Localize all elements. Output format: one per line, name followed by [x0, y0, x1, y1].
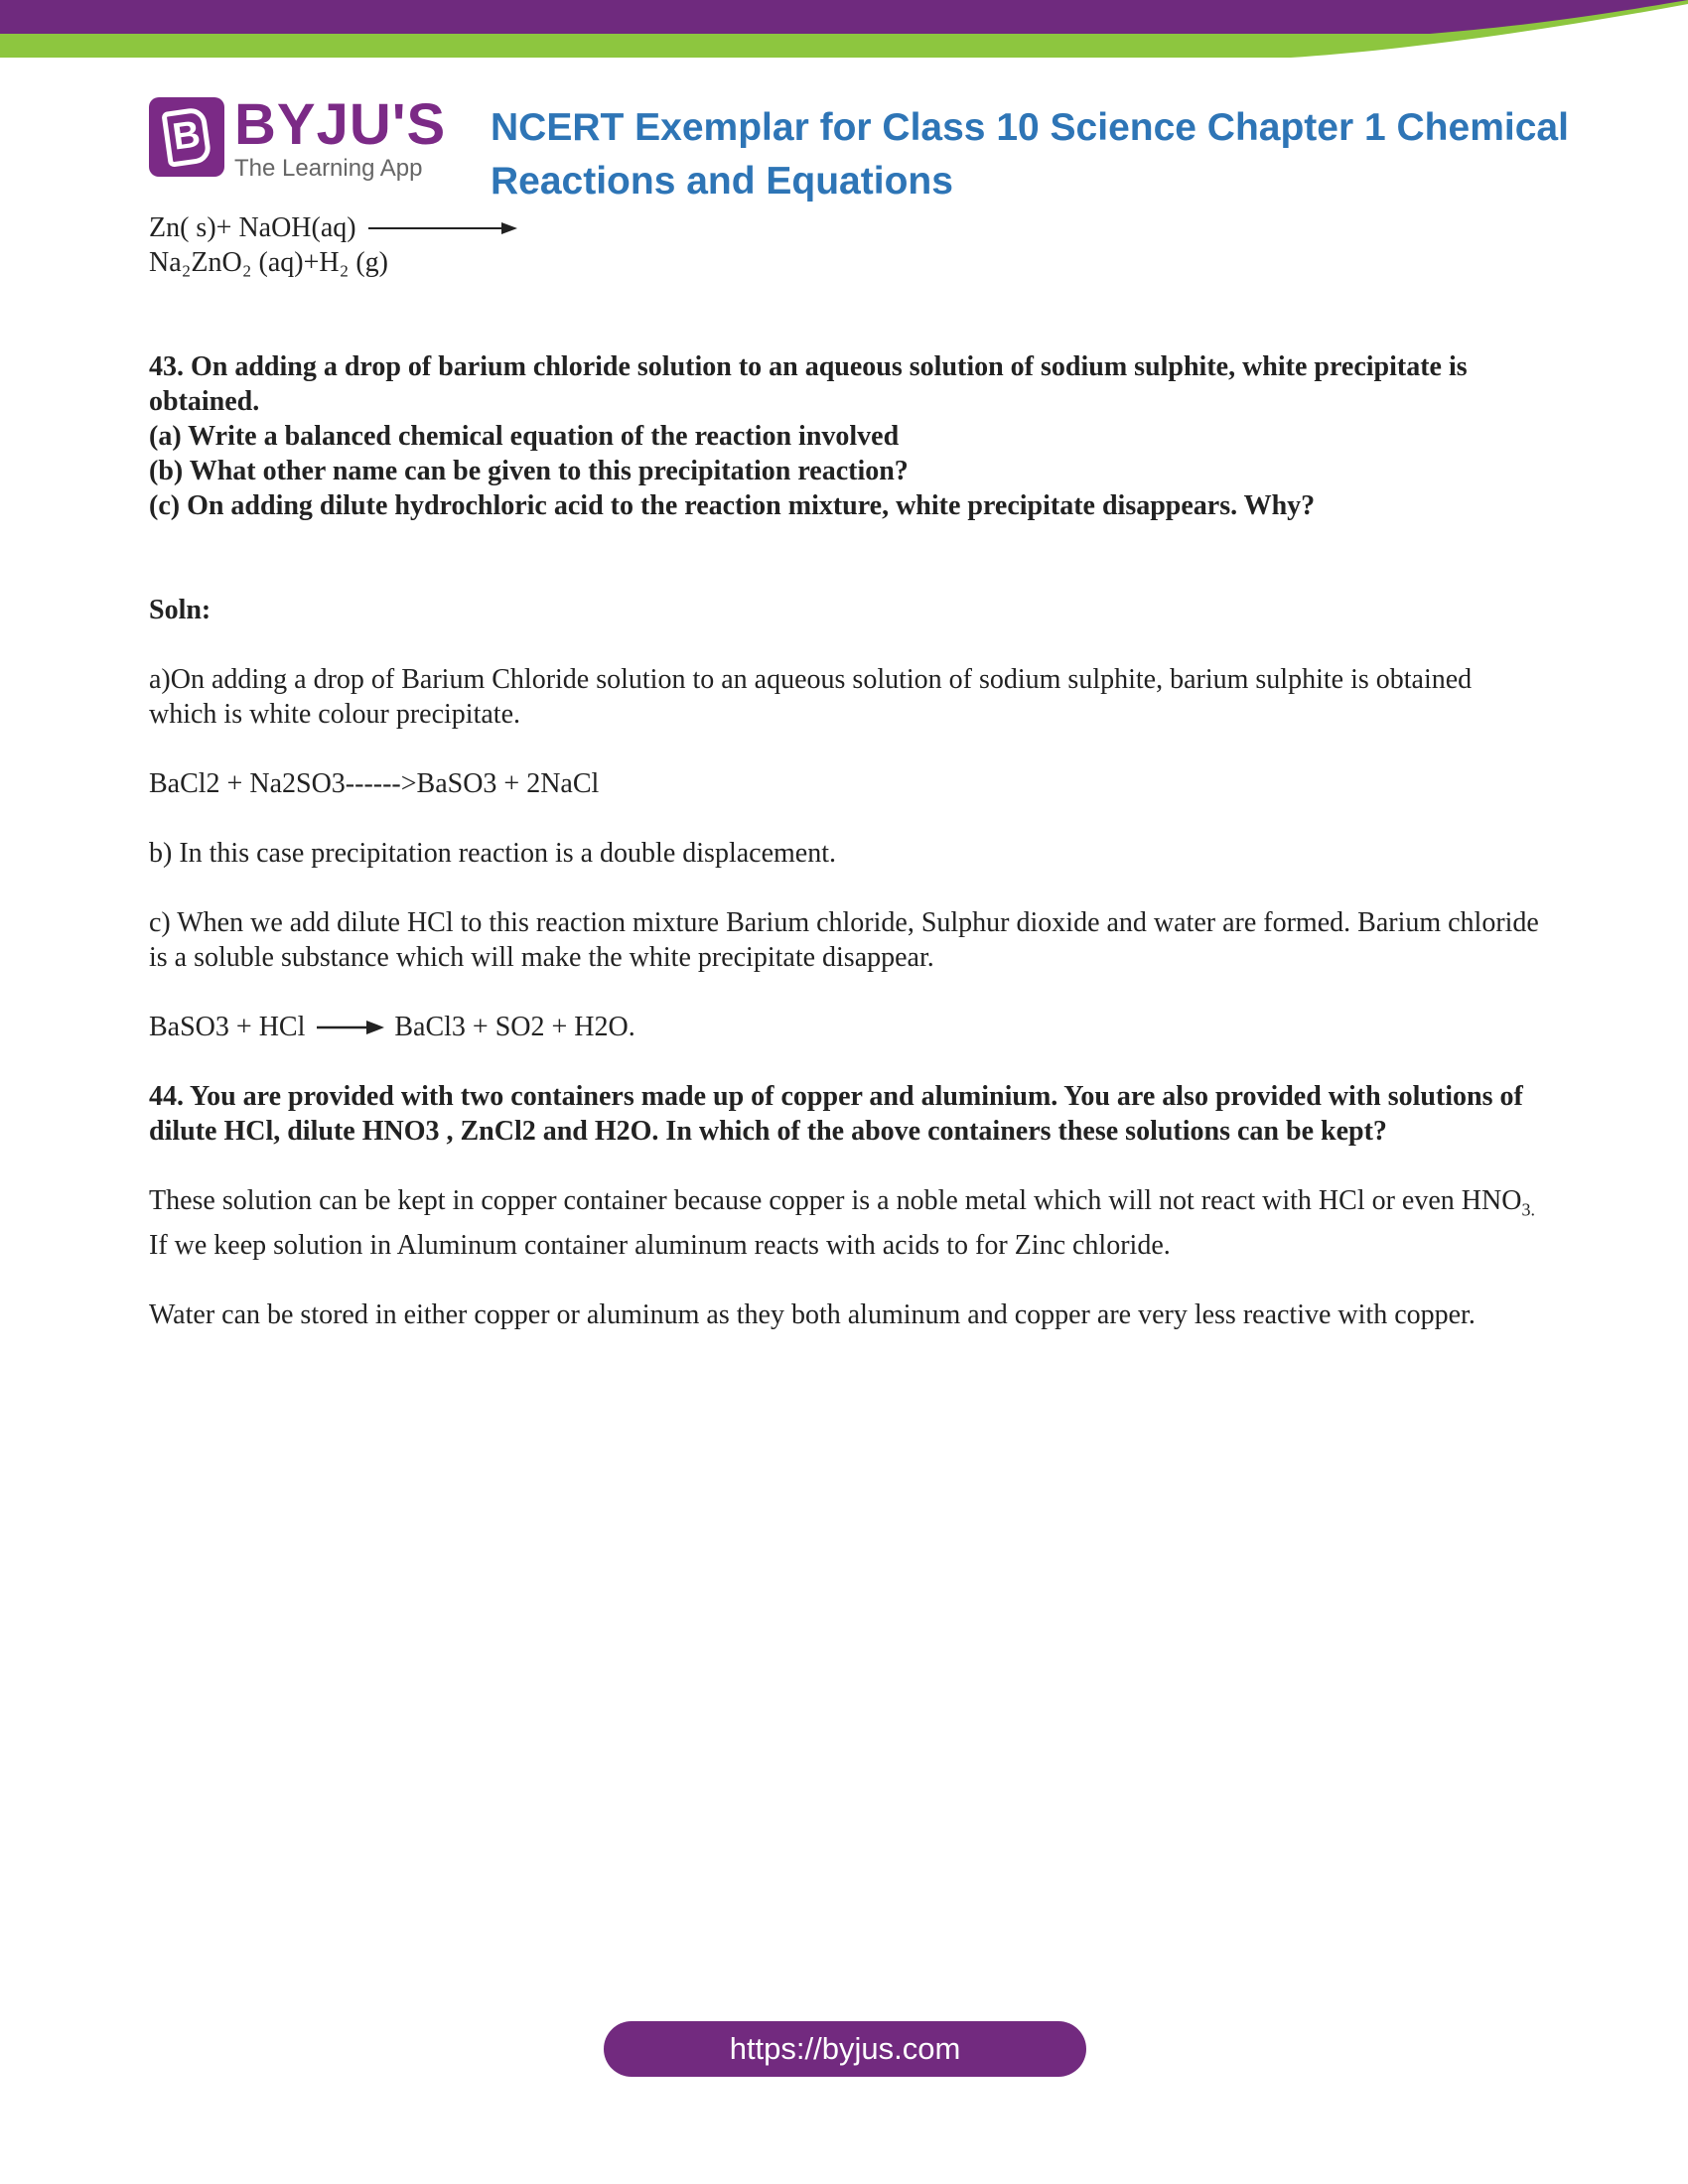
document-title: NCERT Exemplar for Class 10 Science Chapter 1 Chemical Reactions and Equations — [491, 106, 1569, 203]
brand-name: BYJU'S — [234, 92, 447, 157]
equation-bacl2: BaCl2 + Na2SO3------>BaSO3 + 2NaCl — [149, 768, 600, 799]
reaction-arrow-icon — [317, 1020, 384, 1035]
answer-44-part-1: These solution can be kept in copper container because copper is a noble metal which will not react with HCl or even HNO — [149, 1185, 1522, 1216]
answer-43-a: a)On adding a drop of Barium Chloride solution to an aqueous solution of sodium sulphite, barium sulphite is obtained which is white colour precipitate. — [149, 664, 1473, 730]
byjus-logo — [149, 92, 447, 183]
question-44-title: 44. You are provided with two containers made up of copper and aluminium. You are also provided with solutions of dilute HCl, dilute HNO3 , ZnCl2 and H2O. In which of the above containers these solutions can be kept? — [149, 1081, 1523, 1147]
question-43-part-c: (c) On adding dilute hydrochloric acid to the reaction mixture, white precipitate disappears. Why? — [149, 490, 1316, 521]
byjus-logo-icon: B — [149, 97, 224, 177]
question-43-part-b: (b) What other name can be given to this precipitation reaction? — [149, 456, 909, 486]
answer-43-b: b) In this case precipitation reaction is a double displacement. — [149, 838, 836, 869]
reaction-arrow-icon — [368, 220, 517, 236]
zinc-equation-line — [149, 210, 1539, 245]
brand-tagline: The Learning App — [234, 155, 423, 182]
answer-44-water: Water can be stored in either copper or aluminum as they both aluminum and copper are very less reactive with copper. — [149, 1298, 1476, 1330]
answer-43-c: c) When we add dilute HCl to this reaction mixture Barium chloride, Sulphur dioxide and water are formed. Barium chloride is a soluble substance which will make the white precipitate disappear. — [149, 907, 1539, 973]
top-banner — [0, 0, 1688, 62]
footer-url-link[interactable] — [604, 2021, 1086, 2077]
baso3-equation-line — [149, 1010, 1539, 1044]
baso3-equation-left: BaSO3 + HCl — [149, 1012, 306, 1042]
zinc-equation-right: Na₂ZnO₂ (aq)+H₂ (g) — [149, 247, 388, 278]
answer-44-subscript: 3. — [1521, 1199, 1535, 1220]
answer-44-part-2: If we keep solution in Aluminum container aluminum reacts with acids to for Zinc chloride. — [149, 1229, 1171, 1261]
document-body — [149, 210, 1539, 1332]
baso3-equation-right: BaCl3 + SO2 + H2O. — [394, 1012, 635, 1042]
footer-url-text: https://byjus.com — [729, 2031, 961, 2066]
zinc-equation-left: Zn( s)+ NaOH(aq) — [149, 212, 356, 243]
question-43-part-a: (a) Write a balanced chemical equation of the reaction involved — [149, 421, 900, 452]
solution-label: Soln: — [149, 595, 211, 625]
answer-44 — [149, 1183, 1539, 1263]
question-43-title: 43. On adding a drop of barium chloride solution to an aqueous solution of sodium sulphite, white precipitate is obtained. — [149, 351, 1468, 417]
